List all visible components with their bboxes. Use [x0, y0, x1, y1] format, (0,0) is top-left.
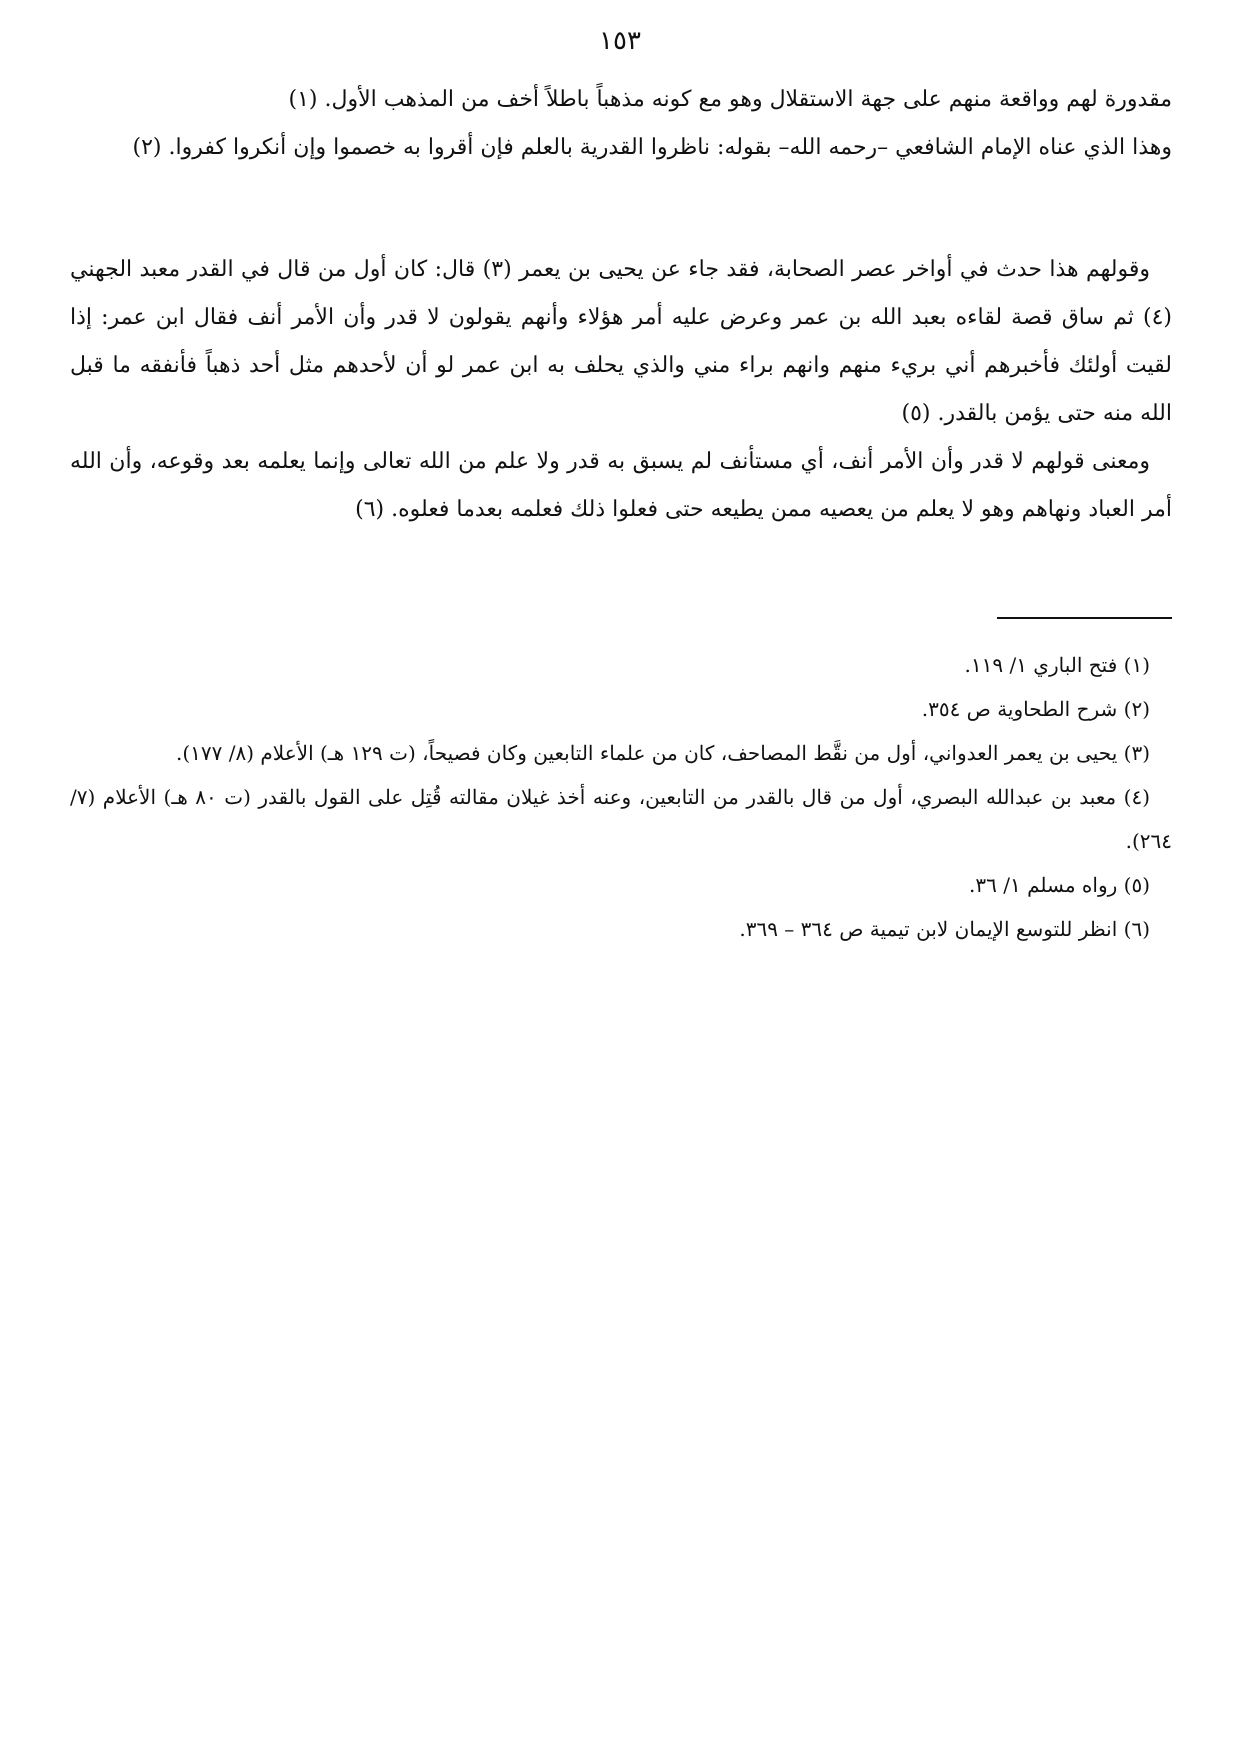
- main-text-bottom: [70, 246, 1172, 534]
- paragraph-4: ومعنى قولهم لا قدر وأن الأمر أنف، أي مستأنف لم يسبق به قدر ولا علم من الله تعالى وإنما يعلمه بعد وقوعه، وأن الله أمر العباد ونهاهم وهو لا يعلم من يعصيه ممن يطيعه حتى فعلوا ذلك فعلمه بعدما فعلوه. (٦): [70, 449, 1172, 522]
- footnote-5: (٥) رواه مسلم ١/ ٣٦.: [969, 873, 1150, 897]
- footnote-separator: [997, 617, 1172, 619]
- footnote-2: (٢) شرح الطحاوية ص ٣٥٤.: [921, 697, 1150, 721]
- footnotes: [70, 643, 1172, 951]
- footnote-3: (٣) يحيى بن يعمر العدواني، أول من نقَّط المصاحف، كان من علماء التابعين وكان فصيحاً، (ت ١٢٩ هـ) الأعلام (٨/ ١٧٧).: [176, 741, 1150, 765]
- paragraph-2: وهذا الذي عناه الإمام الشافعي –رحمه الله– بقوله: ناظروا القدرية بالعلم فإن أقروا به خصموا وإن أنكروا كفروا. (٢): [132, 135, 1172, 160]
- main-text-top: [70, 76, 1172, 172]
- paragraph-3: وقولهم هذا حدث في أواخر عصر الصحابة، فقد جاء عن يحيى بن يعمر (٣) قال: كان أول من قال في القدر معبد الجهني (٤) ثم ساق قصة لقاءه بعبد الله بن عمر وعرض عليه أمر هؤلاء وأنهم يقولون لا قدر وأن الأمر أنف فقال ابن عمر: إذا لقيت أولئك فأخبرهم أني بريء منهم وانهم براء مني والذي يحلف به ابن عمر لو أن لأحدهم مثل أحد ذهباً فأنفقه ما قبل الله منه حتى يؤمن بالقدر. (٥): [70, 257, 1172, 426]
- footnote-6: (٦) انظر للتوسع الإيمان لابن تيمية ص ٣٦٤ – ٣٦٩.: [739, 917, 1150, 941]
- footnote-4: (٤) معبد بن عبدالله البصري، أول من قال بالقدر من التابعين، وعنه أخذ غيلان مقالته قُتِل على القول بالقدر (ت ٨٠ هـ) الأعلام (٧/ ٢٦٤).: [70, 785, 1172, 853]
- paragraph-1: مقدورة لهم وواقعة منهم على جهة الاستقلال وهو مع كونه مذهباً باطلاً أخف من المذهب الأول. (١): [288, 87, 1172, 112]
- footnote-1: (١) فتح الباري ١/ ١١٩.: [964, 653, 1150, 677]
- page-number: ١٥٣: [599, 26, 641, 56]
